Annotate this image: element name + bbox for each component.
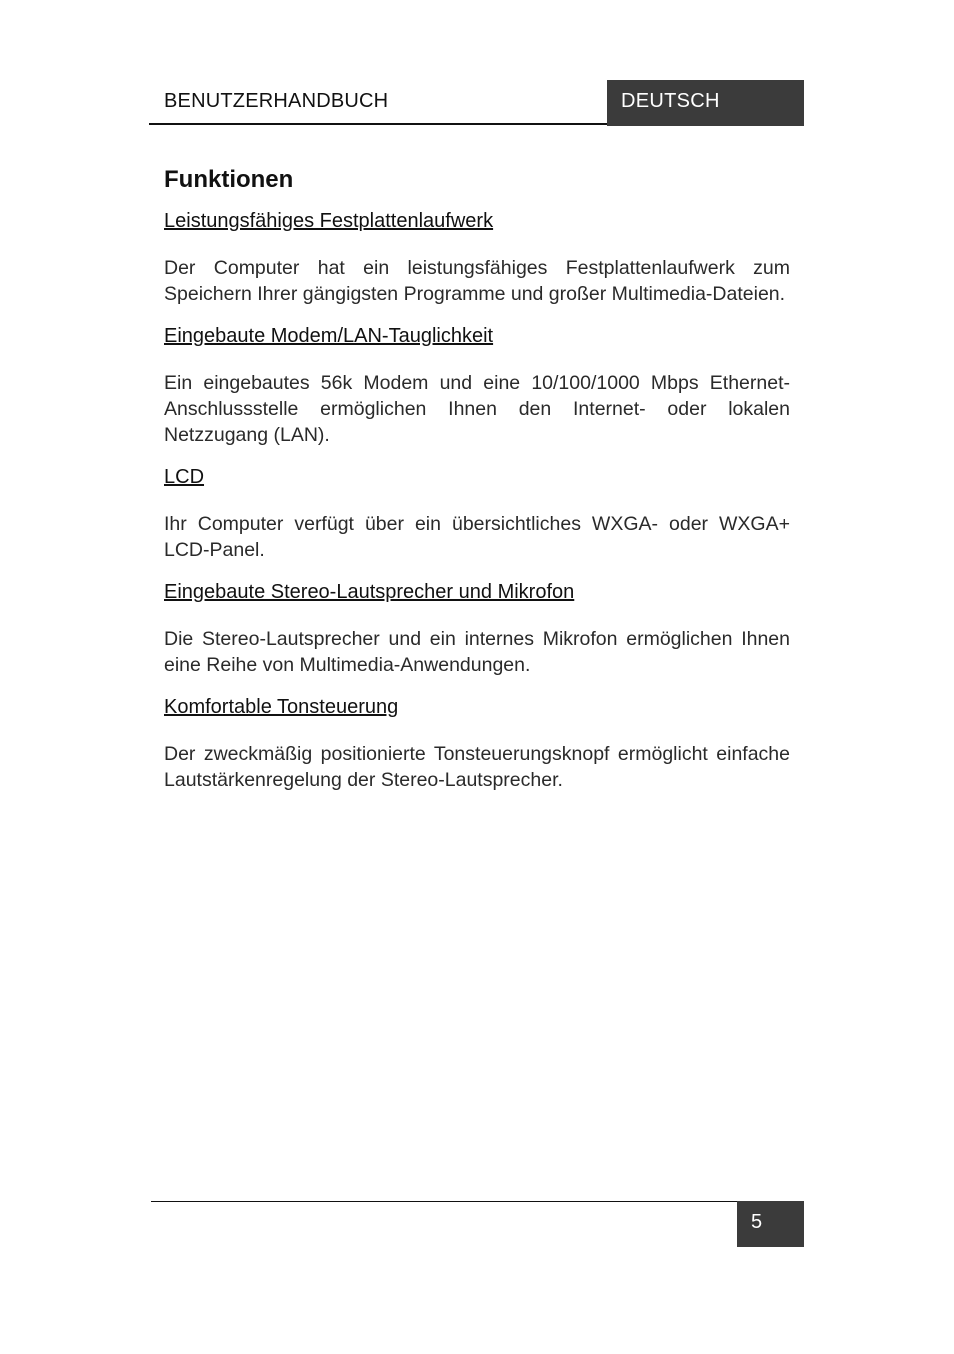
footer-divider [151, 1201, 738, 1202]
manual-title: BENUTZERHANDBUCH [164, 90, 389, 112]
section-text: Die Stereo-Lautsprecher und ein internes Mikrofon ermöglichen Ihnen eine Reihe von Multimedia-Anwendungen. [164, 628, 790, 676]
section-heading: Eingebaute Modem/LAN-Tauglichkeit [164, 325, 494, 347]
page-number: 5 [751, 1211, 763, 1233]
section-heading: Leistungsfähiges Festplattenlaufwerk [164, 210, 494, 232]
page-title: Funktionen [164, 166, 294, 193]
section-text: Ein eingebautes 56k Modem und eine 10/100/1000 Mbps Ethernet-Anschlussstelle ermöglichen Ihnen den Internet- oder lokalen Netzzugang (LAN). [164, 372, 790, 446]
page-header [149, 80, 804, 126]
section-text: Der zweckmäßig positionierte Tonsteuerungsknopf ermöglicht einfache Lautstärkenregelung der Stereo-Lautsprecher. [164, 743, 790, 791]
section-heading: Eingebaute Stereo-Lautsprecher und Mikrofon [164, 581, 575, 603]
section-heading: LCD [164, 466, 205, 488]
language-tab [607, 80, 804, 126]
section-heading: Komfortable Tonsteuerung [164, 696, 399, 718]
page-number-tab [737, 1201, 804, 1247]
main-content [164, 160, 790, 793]
language-label: DEUTSCH [621, 90, 720, 112]
header-divider [149, 123, 609, 125]
page-footer [151, 1201, 804, 1247]
section-text: Der Computer hat ein leistungsfähiges Festplattenlaufwerk zum Speichern Ihrer gängigsten Programme und großer Multimedia-Dateien. [164, 257, 790, 305]
section-text: Ihr Computer verfügt über ein übersichtliches WXGA- oder WXGA+ LCD-Panel. [164, 513, 790, 561]
